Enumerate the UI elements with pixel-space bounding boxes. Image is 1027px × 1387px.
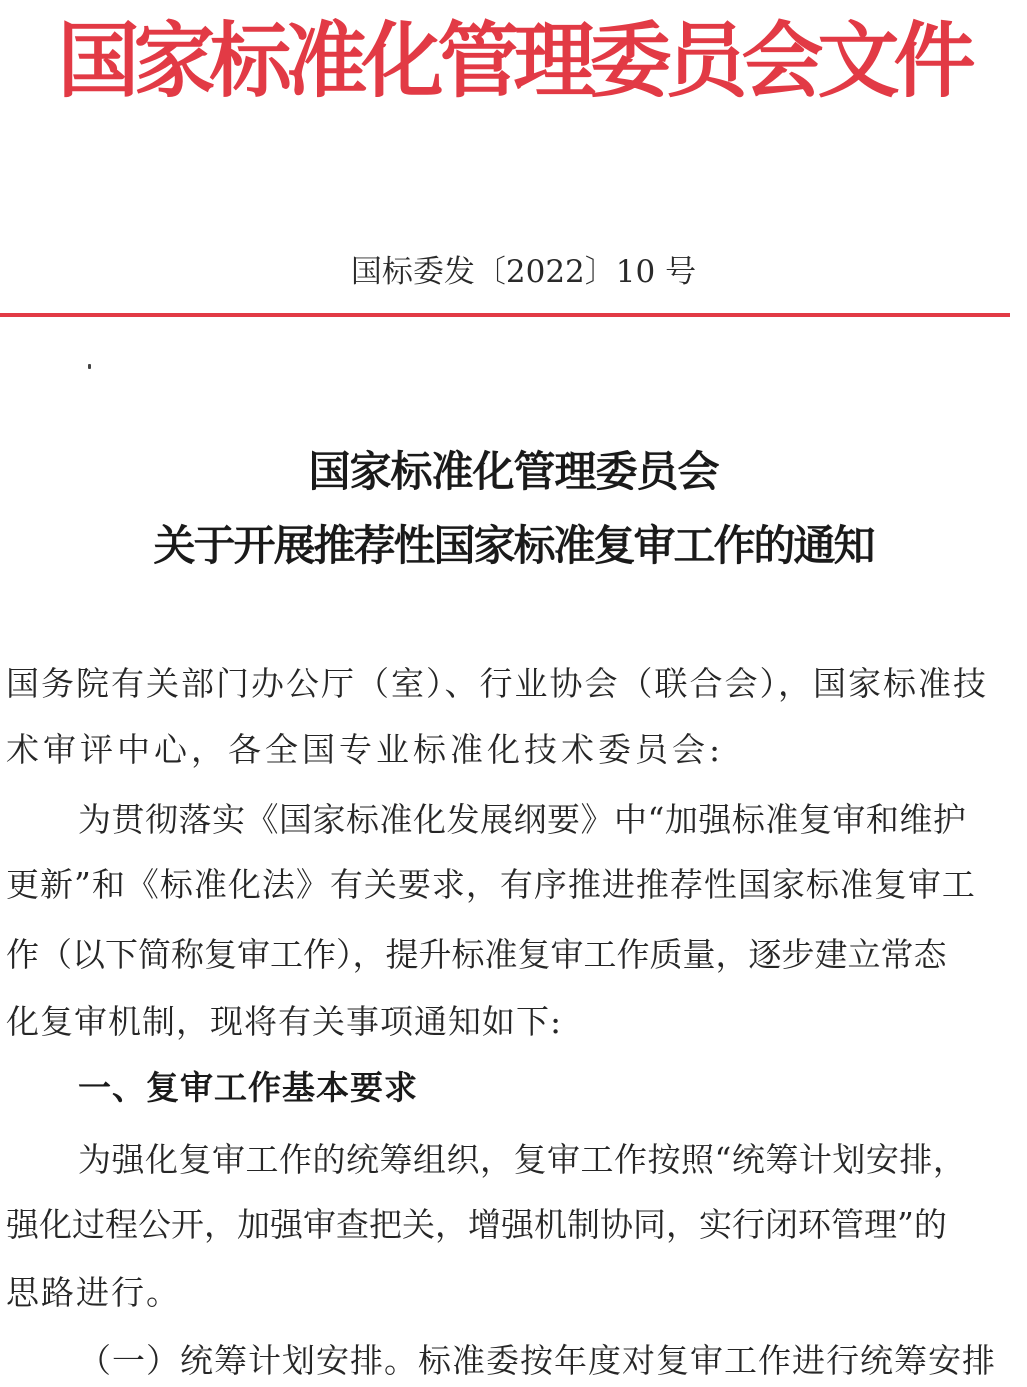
addressee-line-1: 国务院有关部门办公厅（室）、行业协会（联合会），国家标准技 xyxy=(6,664,988,703)
notice-title-line-2: 关于开展推荐性国家标准复审工作的通知 xyxy=(153,521,874,570)
item-1-line-1: （一）统筹计划安排。标准委按年度对复审工作进行统筹安排 xyxy=(78,1341,996,1380)
masthead-title: 国家标准化管理委员会文件 xyxy=(57,14,970,109)
document-number: 国标委发〔2022〕10 号 xyxy=(350,254,697,290)
red-divider-rule xyxy=(0,313,1010,317)
intro-line-1: 为贯彻落实《国家标准化发展纲要》中“加强标准复审和维护 xyxy=(78,800,967,839)
intro-line-3: 作（以下简称复审工作），提升标准复审工作质量，逐步建立常态 xyxy=(6,935,947,974)
scan-speck xyxy=(88,364,91,369)
notice-title-line-1: 国家标准化管理委员会 xyxy=(308,447,719,496)
section-1-line-1: 为强化复审工作的统筹组织，复审工作按照“统筹计划安排， xyxy=(78,1140,967,1179)
section-1-line-2: 强化过程公开，加强审查把关，增强机制协同，实行闭环管理”的 xyxy=(6,1205,947,1244)
section-1-heading: 一、复审工作基本要求 xyxy=(78,1068,418,1107)
intro-line-4: 化复审机制，现将有关事项通知如下: xyxy=(6,1002,563,1041)
addressee-line-2: 术审评中心，各全国专业标准化技术委员会: xyxy=(6,730,725,769)
section-1-line-3: 思路进行。 xyxy=(6,1273,181,1312)
intro-line-2: 更新”和《标准化法》有关要求，有序推进推荐性国家标准复审工 xyxy=(6,865,976,904)
